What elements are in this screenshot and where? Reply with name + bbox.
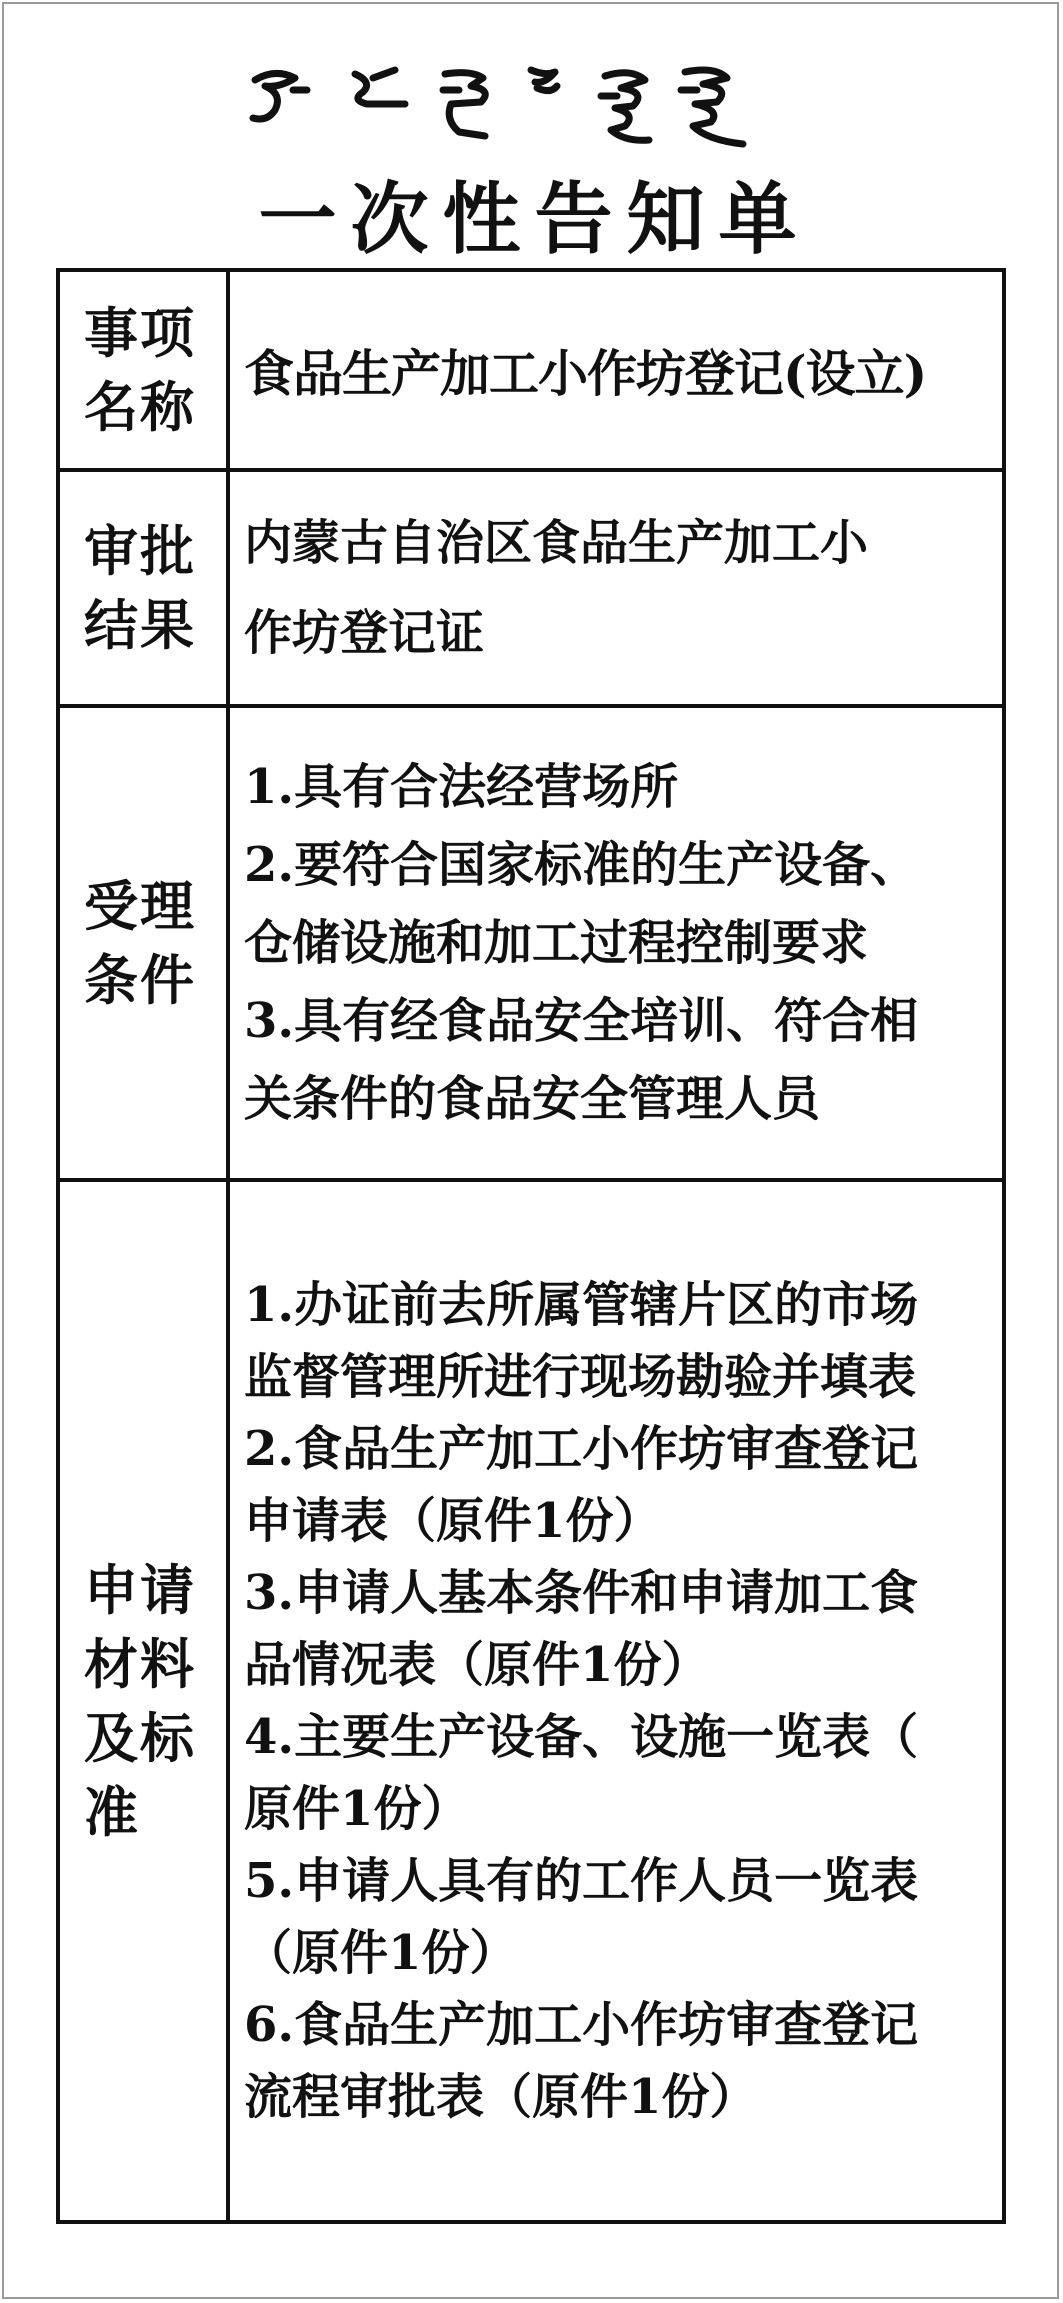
mongolian-script-title [245,60,765,160]
material-line: 6.食品生产加工小作坊审查登记 [244,1997,919,2053]
row-application-materials [58,1180,1004,2222]
result-line: 作坊登记证 [244,605,485,661]
approval-result-value [228,470,1004,706]
material-line: 原件1份） [244,1781,470,1837]
condition-line: 关条件的食品安全管理人员 [244,1071,821,1127]
row-item-name [58,270,1004,470]
material-line: 监督管理所进行现场勘验并填表 [244,1349,917,1405]
application-materials-list [228,1180,1004,2222]
acceptance-conditions-list [228,706,1004,1180]
item-name-label: 事项名称 [58,270,228,470]
row-acceptance-conditions [58,706,1004,1180]
material-line: 品情况表（原件1份） [244,1637,710,1693]
material-line: 1.办证前去所属管辖片区的市场 [244,1277,919,1333]
condition-line: 1.具有合法经营场所 [244,759,679,815]
approval-result-label: 审批结果 [58,470,228,706]
application-materials-label: 申请材料及标准 [58,1180,228,2222]
material-line: （原件1份） [244,1925,518,1981]
material-line: 申请表（原件1份） [244,1493,662,1549]
condition-line: 3.具有经食品安全培训、符合相 [244,993,919,1049]
condition-line: 2.要符合国家标准的生产设备、 [244,837,919,893]
result-line: 内蒙古自治区食品生产加工小 [244,515,869,571]
material-line: 2.食品生产加工小作坊审查登记 [244,1421,919,1477]
notice-table [56,268,1006,2224]
material-line: 流程审批表（原件1份） [244,2069,758,2125]
row-approval-result [58,470,1004,706]
page-title: 一次性告知单 [258,174,811,265]
material-line: 3.申请人基本条件和申请加工食 [244,1565,919,1621]
material-line: 5.申请人具有的工作人员一览表 [244,1853,919,1909]
item-name-value: 食品生产加工小作坊登记(设立) [228,270,1004,470]
material-line: 4.主要生产设备、设施一览表（ [244,1709,919,1765]
acceptance-conditions-label: 受理条件 [58,706,228,1180]
condition-line: 仓储设施和加工过程控制要求 [244,915,869,971]
